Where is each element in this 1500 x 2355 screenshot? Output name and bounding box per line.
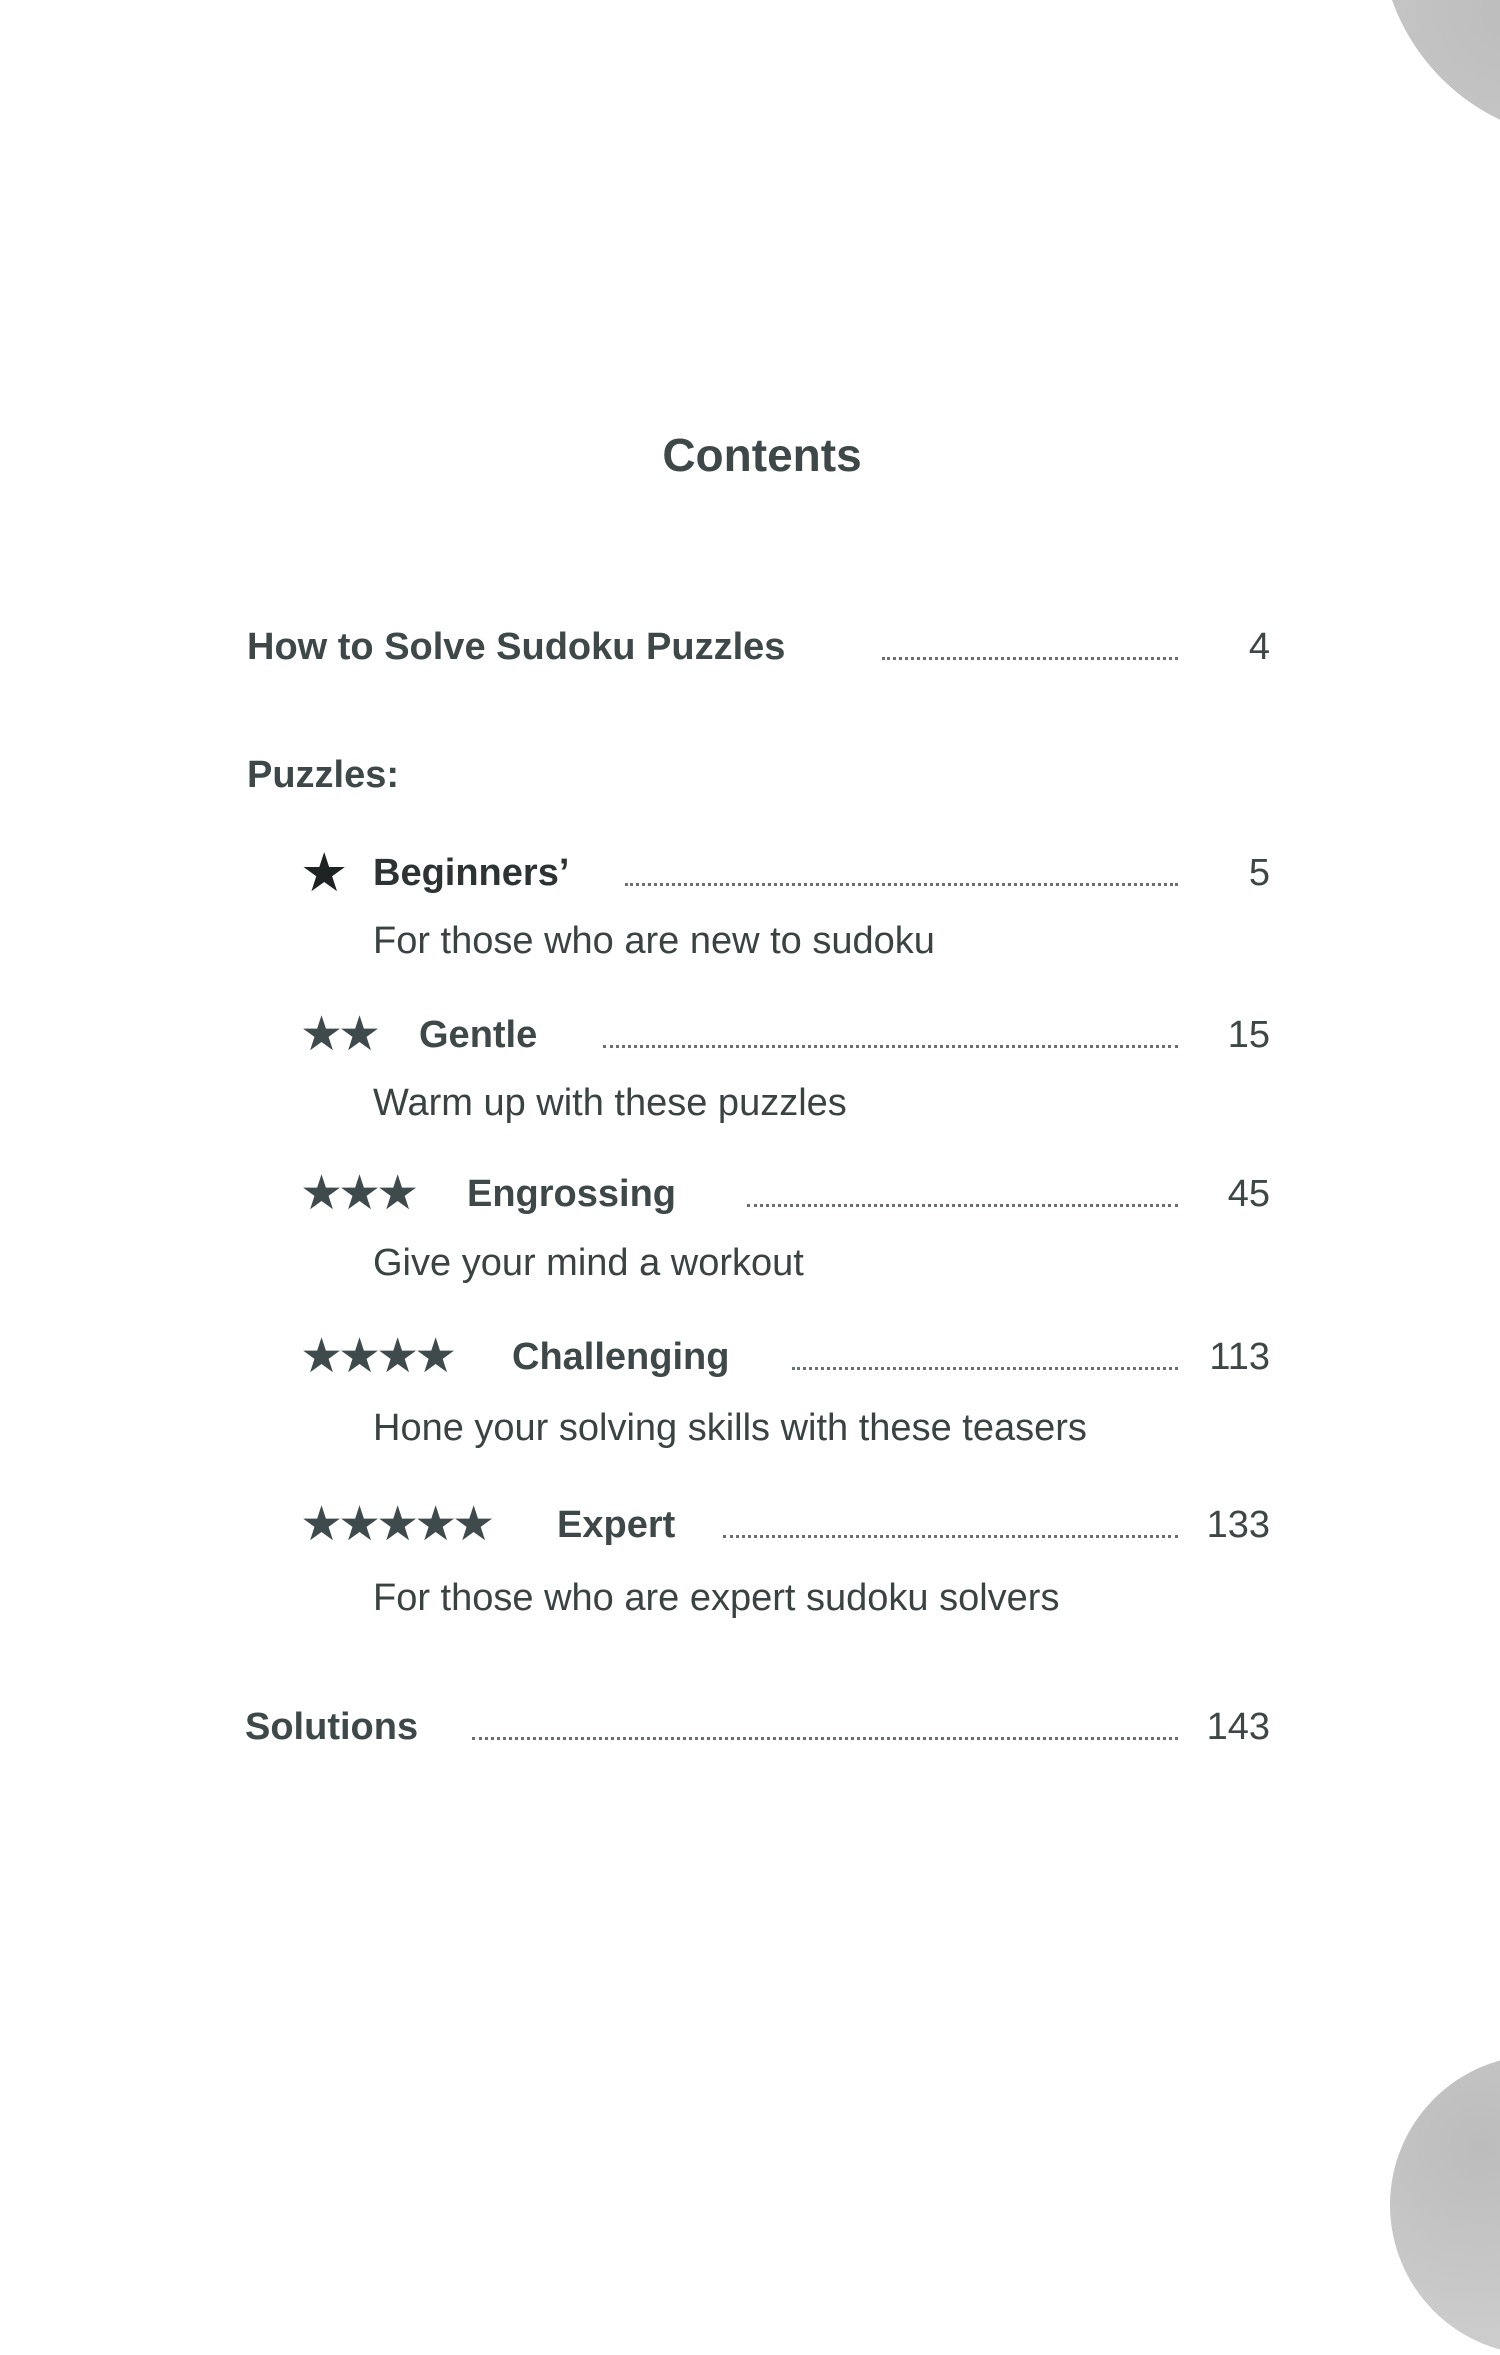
toc-page-number: 4 bbox=[1248, 626, 1270, 668]
dot-leader bbox=[625, 883, 1178, 886]
toc-entry-label: How to Solve Sudoku Puzzles bbox=[247, 626, 786, 668]
toc-entry-expert[interactable] bbox=[0, 1495, 1500, 1555]
toc-page-number: 5 bbox=[1248, 852, 1270, 894]
section-heading-puzzles: Puzzles: bbox=[247, 754, 400, 796]
toc-entry-how-to-solve[interactable] bbox=[0, 617, 1500, 677]
toc-entry-challenging[interactable] bbox=[0, 1327, 1500, 1387]
dot-leader bbox=[747, 1204, 1178, 1207]
dot-leader bbox=[792, 1367, 1178, 1370]
dot-leader bbox=[882, 657, 1178, 660]
toc-page-number: 143 bbox=[1206, 1706, 1270, 1748]
toc-entry-beginners[interactable] bbox=[0, 843, 1500, 903]
toc-entry-label: Challenging bbox=[512, 1336, 730, 1378]
dot-leader bbox=[472, 1737, 1178, 1740]
dot-leader bbox=[603, 1045, 1178, 1048]
toc-entry-description: Give your mind a workout bbox=[373, 1242, 804, 1284]
toc-entry-solutions[interactable] bbox=[0, 1697, 1500, 1757]
toc-entry-description: Warm up with these puzzles bbox=[373, 1082, 847, 1124]
toc-entry-gentle[interactable] bbox=[0, 1005, 1500, 1065]
page-title: Contents bbox=[662, 429, 862, 481]
toc-entry-description: For those who are new to sudoku bbox=[373, 920, 935, 962]
dot-leader bbox=[723, 1535, 1178, 1538]
toc-page-number: 45 bbox=[1227, 1173, 1270, 1215]
page-corner-shadow-top bbox=[1380, 0, 1500, 140]
toc-page-number: 133 bbox=[1206, 1504, 1270, 1546]
toc-entry-label: Solutions bbox=[245, 1706, 419, 1748]
toc-entry-label: Engrossing bbox=[467, 1173, 677, 1215]
toc-entry-label: Expert bbox=[557, 1504, 676, 1546]
toc-page-number: 15 bbox=[1227, 1014, 1270, 1056]
star-icon: ★★ bbox=[300, 1008, 377, 1061]
toc-entry-description: For those who are expert sudoku solvers bbox=[373, 1577, 1060, 1619]
toc-entry-engrossing[interactable] bbox=[0, 1164, 1500, 1224]
star-icon: ★★★ bbox=[300, 1167, 415, 1220]
toc-entry-description: Hone your solving skills with these teasers bbox=[373, 1407, 1087, 1449]
star-icon: ★ bbox=[300, 843, 344, 903]
toc-entry-label: Gentle bbox=[419, 1014, 538, 1056]
toc-page-number: 113 bbox=[1209, 1336, 1270, 1378]
star-icon: ★★★★ bbox=[300, 1330, 453, 1383]
page-corner-shadow-bottom bbox=[1390, 2055, 1500, 2355]
toc-entry-label: Beginners’ bbox=[373, 852, 570, 894]
star-icon: ★★★★★ bbox=[300, 1498, 491, 1551]
